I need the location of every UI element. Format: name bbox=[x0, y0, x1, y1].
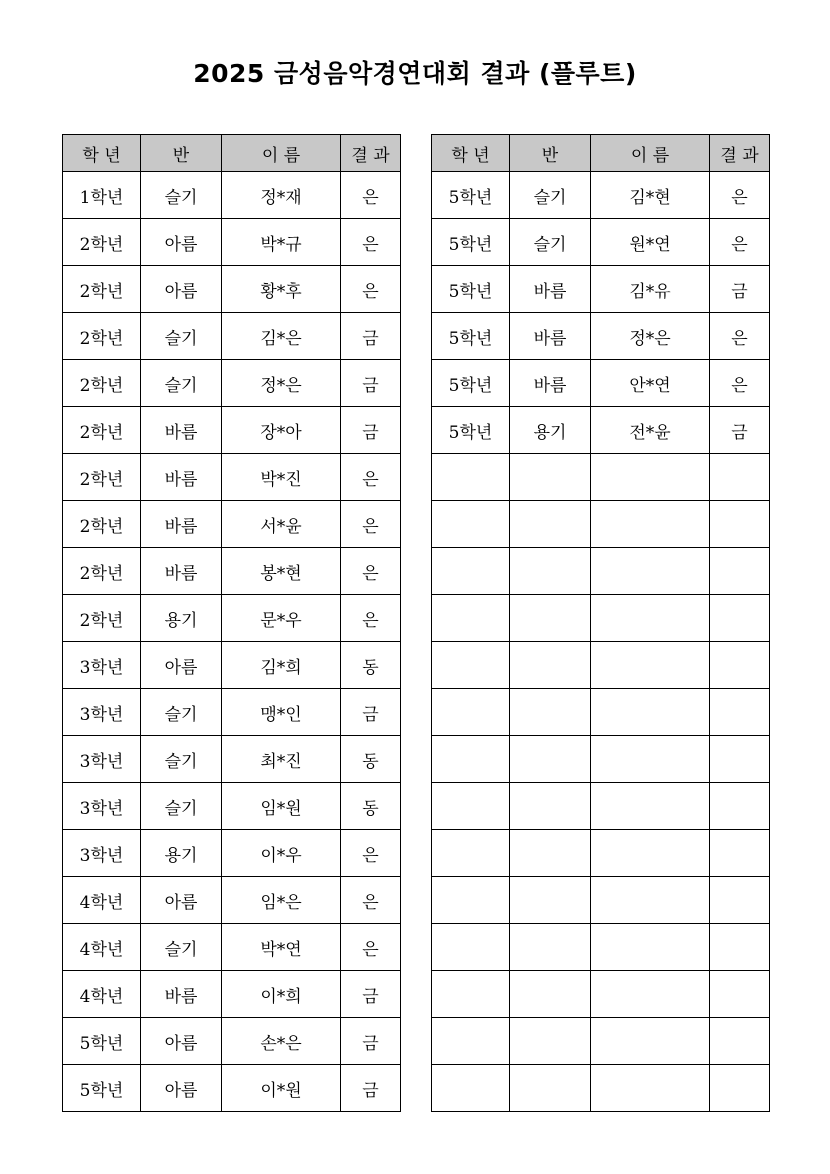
cell-result: 동 bbox=[341, 642, 401, 689]
cell-class: 슬기 bbox=[141, 313, 222, 360]
cell-result bbox=[710, 501, 770, 548]
cell-name bbox=[591, 595, 710, 642]
cell-grade: 2학년 bbox=[63, 407, 141, 454]
table-row bbox=[432, 924, 770, 971]
cell-result: 은 bbox=[710, 360, 770, 407]
cell-class: 용기 bbox=[510, 407, 591, 454]
cell-result bbox=[710, 595, 770, 642]
cell-name: 황*후 bbox=[222, 266, 341, 313]
cell-name: 손*은 bbox=[222, 1018, 341, 1065]
cell-class: 슬기 bbox=[141, 924, 222, 971]
cell-grade: 5학년 bbox=[63, 1018, 141, 1065]
cell-class: 아름 bbox=[141, 1018, 222, 1065]
table-row bbox=[432, 1018, 770, 1065]
table-row bbox=[63, 407, 401, 454]
cell-grade bbox=[432, 830, 510, 877]
cell-class: 바름 bbox=[510, 266, 591, 313]
table-row bbox=[432, 736, 770, 783]
cell-class bbox=[510, 1018, 591, 1065]
cell-class bbox=[510, 736, 591, 783]
cell-name bbox=[591, 1065, 710, 1112]
cell-grade bbox=[432, 736, 510, 783]
table-row bbox=[63, 783, 401, 830]
cell-class: 슬기 bbox=[141, 736, 222, 783]
header-class: 반 bbox=[510, 135, 591, 172]
cell-result bbox=[710, 877, 770, 924]
cell-name: 임*원 bbox=[222, 783, 341, 830]
cell-result: 금 bbox=[710, 266, 770, 313]
cell-grade bbox=[432, 877, 510, 924]
table-row bbox=[432, 266, 770, 313]
cell-result: 은 bbox=[341, 877, 401, 924]
table-row bbox=[63, 219, 401, 266]
cell-name: 임*은 bbox=[222, 877, 341, 924]
cell-name bbox=[591, 736, 710, 783]
cell-name bbox=[591, 783, 710, 830]
table-row bbox=[432, 172, 770, 219]
cell-result bbox=[710, 642, 770, 689]
cell-grade: 3학년 bbox=[63, 642, 141, 689]
cell-grade bbox=[432, 689, 510, 736]
cell-class bbox=[510, 642, 591, 689]
table-row bbox=[63, 924, 401, 971]
cell-name bbox=[591, 454, 710, 501]
cell-grade bbox=[432, 924, 510, 971]
cell-result: 은 bbox=[710, 313, 770, 360]
cell-result: 금 bbox=[341, 971, 401, 1018]
cell-class bbox=[510, 971, 591, 1018]
table-row bbox=[63, 548, 401, 595]
table-row bbox=[63, 313, 401, 360]
cell-class bbox=[510, 454, 591, 501]
cell-name: 박*진 bbox=[222, 454, 341, 501]
table-row bbox=[63, 736, 401, 783]
table-row bbox=[432, 407, 770, 454]
cell-result: 금 bbox=[341, 360, 401, 407]
cell-grade: 5학년 bbox=[432, 219, 510, 266]
header-row bbox=[63, 135, 401, 172]
cell-name: 서*윤 bbox=[222, 501, 341, 548]
cell-class: 바름 bbox=[141, 971, 222, 1018]
cell-class bbox=[510, 783, 591, 830]
cell-grade bbox=[432, 971, 510, 1018]
cell-result bbox=[710, 1065, 770, 1112]
cell-grade: 2학년 bbox=[63, 595, 141, 642]
cell-grade bbox=[432, 595, 510, 642]
cell-name: 김*은 bbox=[222, 313, 341, 360]
cell-result bbox=[710, 689, 770, 736]
cell-grade bbox=[432, 783, 510, 830]
cell-grade: 5학년 bbox=[432, 360, 510, 407]
results-table-left bbox=[62, 134, 401, 1112]
cell-class: 바름 bbox=[141, 548, 222, 595]
cell-grade: 2학년 bbox=[63, 548, 141, 595]
cell-result bbox=[710, 971, 770, 1018]
cell-grade: 2학년 bbox=[63, 360, 141, 407]
cell-result: 금 bbox=[341, 313, 401, 360]
table-row bbox=[63, 689, 401, 736]
cell-name: 원*연 bbox=[591, 219, 710, 266]
cell-name: 김*희 bbox=[222, 642, 341, 689]
table-row bbox=[432, 219, 770, 266]
table-row bbox=[432, 454, 770, 501]
cell-grade: 5학년 bbox=[432, 313, 510, 360]
cell-grade: 4학년 bbox=[63, 877, 141, 924]
cell-result: 은 bbox=[341, 548, 401, 595]
cell-result bbox=[710, 830, 770, 877]
cell-name: 문*우 bbox=[222, 595, 341, 642]
table-row bbox=[63, 501, 401, 548]
table-row bbox=[432, 971, 770, 1018]
cell-name: 정*재 bbox=[222, 172, 341, 219]
table-row bbox=[432, 595, 770, 642]
cell-result bbox=[710, 454, 770, 501]
cell-grade: 4학년 bbox=[63, 924, 141, 971]
cell-name bbox=[591, 548, 710, 595]
table-row bbox=[63, 595, 401, 642]
cell-result: 은 bbox=[341, 501, 401, 548]
cell-class: 슬기 bbox=[141, 689, 222, 736]
table-row bbox=[432, 783, 770, 830]
table-row bbox=[63, 1018, 401, 1065]
cell-grade: 5학년 bbox=[432, 172, 510, 219]
table-row bbox=[63, 360, 401, 407]
cell-result: 은 bbox=[710, 172, 770, 219]
cell-class: 슬기 bbox=[510, 172, 591, 219]
cell-grade: 5학년 bbox=[432, 266, 510, 313]
cell-name: 안*연 bbox=[591, 360, 710, 407]
header-class: 반 bbox=[141, 135, 222, 172]
cell-name: 이*원 bbox=[222, 1065, 341, 1112]
cell-grade bbox=[432, 548, 510, 595]
table-row bbox=[432, 501, 770, 548]
cell-class: 슬기 bbox=[141, 172, 222, 219]
cell-name bbox=[591, 501, 710, 548]
cell-class: 슬기 bbox=[141, 783, 222, 830]
cell-result: 금 bbox=[341, 1018, 401, 1065]
cell-class bbox=[510, 548, 591, 595]
cell-grade: 2학년 bbox=[63, 454, 141, 501]
cell-class bbox=[510, 689, 591, 736]
cell-result: 금 bbox=[341, 689, 401, 736]
cell-grade: 2학년 bbox=[63, 219, 141, 266]
cell-class bbox=[510, 924, 591, 971]
table-row bbox=[63, 971, 401, 1018]
table-row bbox=[432, 548, 770, 595]
cell-result: 동 bbox=[341, 783, 401, 830]
cell-class: 아름 bbox=[141, 877, 222, 924]
header-name: 이 름 bbox=[591, 135, 710, 172]
table-row bbox=[432, 313, 770, 360]
cell-class bbox=[510, 501, 591, 548]
cell-class bbox=[510, 877, 591, 924]
cell-grade: 5학년 bbox=[432, 407, 510, 454]
cell-grade: 3학년 bbox=[63, 783, 141, 830]
cell-grade bbox=[432, 501, 510, 548]
table-row bbox=[432, 642, 770, 689]
cell-grade: 2학년 bbox=[63, 501, 141, 548]
table-row bbox=[63, 642, 401, 689]
table-row bbox=[63, 877, 401, 924]
cell-name: 최*진 bbox=[222, 736, 341, 783]
cell-grade: 3학년 bbox=[63, 830, 141, 877]
cell-grade: 3학년 bbox=[63, 736, 141, 783]
header-result: 결 과 bbox=[341, 135, 401, 172]
header-name: 이 름 bbox=[222, 135, 341, 172]
table-row bbox=[432, 689, 770, 736]
cell-name: 장*아 bbox=[222, 407, 341, 454]
header-grade: 학 년 bbox=[63, 135, 141, 172]
table-row bbox=[432, 360, 770, 407]
cell-result bbox=[710, 548, 770, 595]
cell-class: 아름 bbox=[141, 266, 222, 313]
table-row bbox=[63, 454, 401, 501]
cell-result: 은 bbox=[710, 219, 770, 266]
cell-grade bbox=[432, 1018, 510, 1065]
cell-name: 김*유 bbox=[591, 266, 710, 313]
cell-result: 금 bbox=[341, 407, 401, 454]
cell-result bbox=[710, 783, 770, 830]
cell-grade bbox=[432, 454, 510, 501]
cell-result: 동 bbox=[341, 736, 401, 783]
cell-class: 바름 bbox=[141, 407, 222, 454]
cell-name bbox=[591, 830, 710, 877]
table-row bbox=[63, 266, 401, 313]
cell-result: 은 bbox=[341, 830, 401, 877]
cell-result: 은 bbox=[341, 266, 401, 313]
table-row bbox=[63, 1065, 401, 1112]
cell-name bbox=[591, 971, 710, 1018]
cell-name bbox=[591, 689, 710, 736]
cell-name: 박*규 bbox=[222, 219, 341, 266]
results-table-right bbox=[431, 134, 770, 1112]
cell-name: 정*은 bbox=[591, 313, 710, 360]
cell-name bbox=[591, 1018, 710, 1065]
header-result: 결 과 bbox=[710, 135, 770, 172]
cell-class: 바름 bbox=[141, 501, 222, 548]
cell-grade: 4학년 bbox=[63, 971, 141, 1018]
cell-name: 맹*인 bbox=[222, 689, 341, 736]
page-title: 2025 금성음악경연대회 결과 (플루트) bbox=[193, 59, 637, 88]
cell-result: 금 bbox=[341, 1065, 401, 1112]
cell-grade bbox=[432, 1065, 510, 1112]
cell-result bbox=[710, 1018, 770, 1065]
cell-result: 은 bbox=[341, 924, 401, 971]
cell-name: 전*윤 bbox=[591, 407, 710, 454]
table-row bbox=[432, 877, 770, 924]
cell-class: 용기 bbox=[141, 595, 222, 642]
cell-class: 슬기 bbox=[510, 219, 591, 266]
cell-class: 아름 bbox=[141, 642, 222, 689]
table-row bbox=[432, 1065, 770, 1112]
cell-result bbox=[710, 736, 770, 783]
cell-result: 은 bbox=[341, 595, 401, 642]
cell-result: 금 bbox=[710, 407, 770, 454]
table-row bbox=[432, 830, 770, 877]
cell-result: 은 bbox=[341, 454, 401, 501]
cell-class bbox=[510, 595, 591, 642]
cell-class: 아름 bbox=[141, 1065, 222, 1112]
cell-grade: 2학년 bbox=[63, 313, 141, 360]
cell-class bbox=[510, 830, 591, 877]
cell-name: 봉*현 bbox=[222, 548, 341, 595]
cell-result bbox=[710, 924, 770, 971]
cell-class: 바름 bbox=[510, 360, 591, 407]
cell-name bbox=[591, 924, 710, 971]
cell-grade: 1학년 bbox=[63, 172, 141, 219]
cell-class: 아름 bbox=[141, 219, 222, 266]
table-row bbox=[63, 172, 401, 219]
cell-name bbox=[591, 642, 710, 689]
cell-name: 김*현 bbox=[591, 172, 710, 219]
cell-name bbox=[591, 877, 710, 924]
header-row bbox=[432, 135, 770, 172]
cell-class: 바름 bbox=[510, 313, 591, 360]
cell-grade: 2학년 bbox=[63, 266, 141, 313]
cell-class: 용기 bbox=[141, 830, 222, 877]
cell-name: 박*연 bbox=[222, 924, 341, 971]
cell-result: 은 bbox=[341, 219, 401, 266]
cell-grade: 5학년 bbox=[63, 1065, 141, 1112]
cell-grade bbox=[432, 642, 510, 689]
table-row bbox=[63, 830, 401, 877]
cell-name: 이*희 bbox=[222, 971, 341, 1018]
cell-name: 이*우 bbox=[222, 830, 341, 877]
cell-class: 슬기 bbox=[141, 360, 222, 407]
cell-class bbox=[510, 1065, 591, 1112]
cell-class: 바름 bbox=[141, 454, 222, 501]
header-grade: 학 년 bbox=[432, 135, 510, 172]
cell-result: 은 bbox=[341, 172, 401, 219]
cell-grade: 3학년 bbox=[63, 689, 141, 736]
cell-name: 정*은 bbox=[222, 360, 341, 407]
